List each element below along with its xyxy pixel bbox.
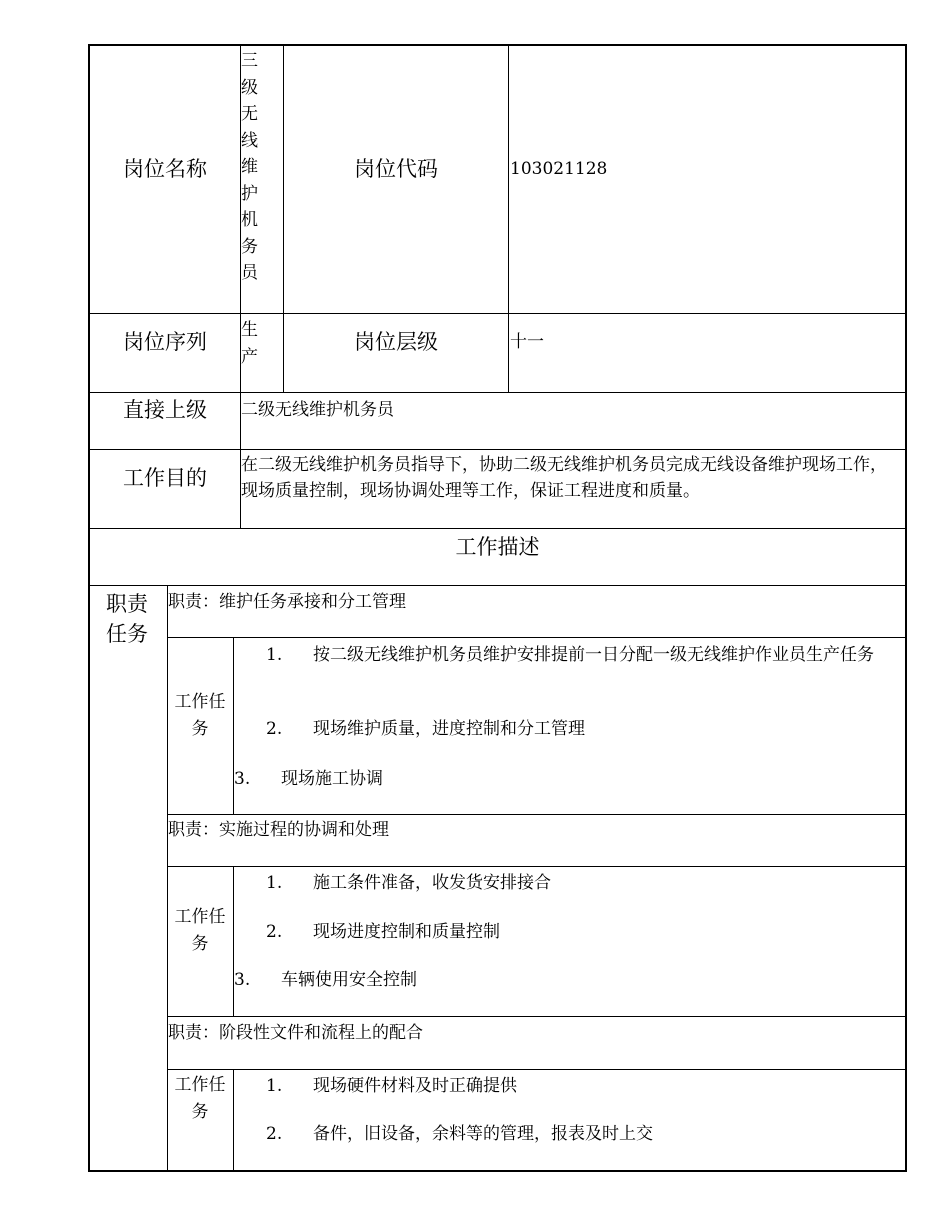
task-text: 施工条件准备，收发货安排接合 [313,873,551,893]
row-divider [167,637,907,638]
work-purpose-value: 在二级无线维护机务员指导下，协助二级无线维护机务员完成无线设备维护现场工作，现场质量控制，现场协调处理等工作，保证工程进度和质量。 [241,455,887,501]
row-divider [167,814,907,815]
row-divider [167,1016,907,1017]
task-number: 1. [266,645,283,665]
position-code-label: 岗位代码 [354,157,438,181]
task-number: 2. [266,922,283,942]
task-text: 现场硬件材料及时正确提供 [313,1076,517,1096]
task-number: 1. [266,873,283,893]
task-number: 2. [266,1124,283,1144]
row-divider [88,528,907,529]
duty-title: 职责：实施过程的协调和处理 [168,820,389,840]
task-label: 工作任务 [174,907,226,954]
position-level-label: 岗位层级 [354,330,438,354]
task-label: 工作任务 [174,692,226,739]
row-divider [88,392,907,393]
position-level-value: 十一 [510,332,544,352]
task-text: 现场维护质量，进度控制和分工管理 [313,719,585,739]
task-text: 车辆使用安全控制 [281,970,417,990]
task-number: 2. [266,719,283,739]
row-divider [88,585,907,586]
col-divider [233,866,234,1017]
row-divider [167,866,907,867]
task-label: 工作任务 [174,1075,226,1122]
direct-superior-label: 直接上级 [123,398,207,422]
work-description-title: 工作描述 [455,535,540,559]
row-divider [167,1069,907,1070]
task-text: 现场进度控制和质量控制 [313,922,500,942]
work-purpose-label: 工作目的 [123,466,207,490]
duty-title: 职责：维护任务承接和分工管理 [168,592,406,612]
duty-title: 职责：阶段性文件和流程上的配合 [168,1023,423,1043]
col-divider [508,44,509,393]
table-border-left [88,44,90,1172]
position-sequence-value: 生产 [241,320,258,367]
table-border-bottom [88,1170,907,1172]
row-divider [88,449,907,450]
position-sequence-label: 岗位序列 [123,330,207,354]
position-name-value: 三级无线维护机务员 [241,51,258,283]
task-text: 备件，旧设备，余料等的管理，报表及时上交 [313,1124,653,1144]
direct-superior-value: 二级无线维护机务员 [241,400,394,420]
task-number: 3. [234,970,251,990]
task-number: 3. [234,769,251,789]
task-text: 现场施工协调 [281,769,383,789]
table-border-top [88,44,907,46]
task-text: 按二级无线维护机务员维护安排提前一日分配一级无线维护作业员生产任务 [313,645,874,665]
position-code-value: 103021128 [510,159,608,179]
position-name-label: 岗位名称 [123,157,207,181]
table-border-right [905,44,907,1172]
task-number: 1. [266,1076,283,1096]
duties-label: 职责任务 [106,592,148,646]
col-divider [233,1069,234,1172]
row-divider [88,313,907,314]
